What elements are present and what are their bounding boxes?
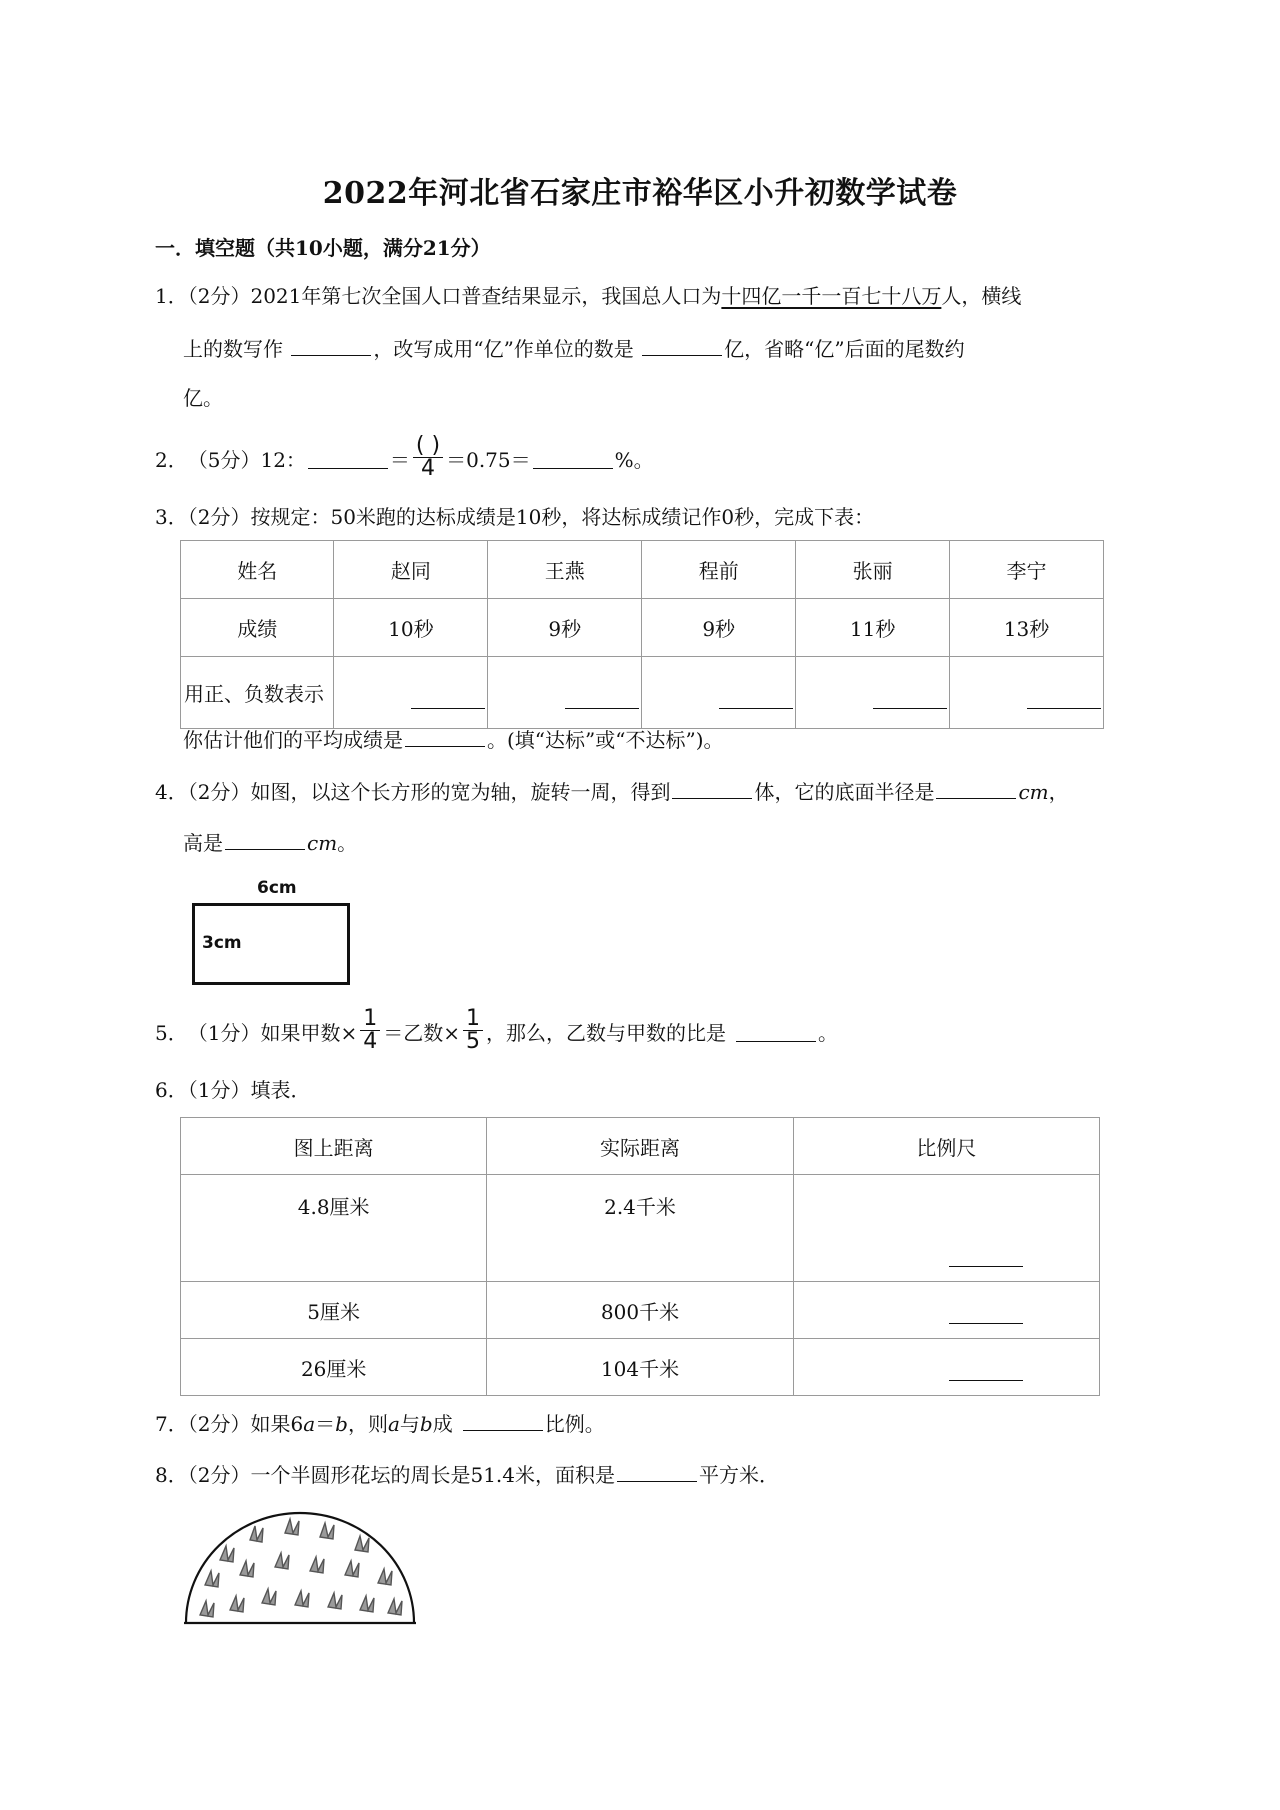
- q1-text: 2021年第七次全国人口普查结果显示，我国总人口为: [250, 284, 722, 308]
- q7-text-a: 如果6: [250, 1412, 304, 1436]
- q5-line: [155, 1006, 838, 1055]
- q5-text-c: ，那么，乙数与甲数的比是: [486, 1020, 726, 1045]
- q6-line: [155, 1080, 310, 1100]
- q5-fraction-2: [463, 1008, 483, 1053]
- q2-text-a: 12：: [260, 447, 306, 472]
- table-row: [181, 657, 1104, 729]
- q4-text-b: 体，它的底面半径是: [754, 780, 935, 804]
- q7-line: [155, 1412, 605, 1434]
- q4-line2-end: 。: [337, 831, 358, 855]
- q7-score: （2分）: [187, 1412, 251, 1436]
- page-title: 2022年河北省石家庄市裕华区小升初数学试卷: [322, 176, 958, 211]
- q7-text-e: 比例。: [544, 1412, 605, 1436]
- q8-score: （2分）: [187, 1463, 251, 1487]
- table-cell: [793, 1339, 1099, 1396]
- q4-text-a: 如图，以这个长方形的宽为轴，旋转一周，得到: [250, 780, 671, 804]
- q7-text-b: ，则: [347, 1412, 388, 1436]
- table-cell: 5厘米: [181, 1282, 487, 1339]
- table-cell: 26厘米: [181, 1339, 487, 1396]
- q4-comma: ，: [1048, 780, 1069, 804]
- fraction-numerator: 1: [363, 1006, 378, 1031]
- q1-line2-text-b: ，改写成用“亿”作单位的数是: [373, 337, 634, 361]
- table-cell: 张丽: [796, 541, 950, 599]
- q7-text-c: 与: [399, 1412, 420, 1436]
- table-cell: 程前: [642, 541, 796, 599]
- table-cell: 图上距离: [181, 1118, 487, 1175]
- q8-number: 8．: [155, 1463, 188, 1487]
- table-cell: 10秒: [334, 599, 488, 657]
- table-row: [181, 541, 1104, 599]
- q8-blank[interactable]: [617, 1463, 697, 1482]
- q4-height-label: 3cm: [202, 933, 242, 953]
- q2-equals: ＝: [389, 447, 410, 472]
- q7-number: 7．: [155, 1412, 188, 1436]
- q4-blank-2[interactable]: [936, 780, 1016, 799]
- table-cell: 13秒: [950, 599, 1104, 657]
- q2-blank-2[interactable]: [533, 450, 613, 469]
- table-cell: 王燕: [488, 541, 642, 599]
- table-cell: 11秒: [796, 599, 950, 657]
- fraction-numerator: 1: [466, 1006, 480, 1031]
- answer-blank[interactable]: [949, 1246, 1023, 1267]
- q4-score: （2分）: [187, 780, 251, 804]
- q2-text-b: ＝0.75＝: [446, 447, 531, 472]
- answer-blank[interactable]: [565, 688, 639, 709]
- q3-text: 按规定：50米跑的达标成绩是10秒，将达标成绩记作0秒，完成下表：: [250, 505, 875, 529]
- q4-number: 4．: [155, 780, 188, 804]
- q6-scale-table: [180, 1117, 1100, 1396]
- q1-underlined-number: 十四亿一千一百七十八万: [721, 284, 942, 308]
- table-cell: 9秒: [488, 599, 642, 657]
- q7-variable-a: a: [303, 1412, 316, 1436]
- q5-end: 。: [818, 1020, 838, 1045]
- table-cell: [793, 1282, 1099, 1339]
- q1-line2-text: 上的数写作: [183, 337, 283, 361]
- q8-text-a: 一个半圆形花坛的周长是51.4米，面积是: [250, 1463, 615, 1487]
- q3-score-table: [180, 540, 1104, 729]
- q4-line2: [183, 831, 357, 853]
- table-cell: 比例尺: [793, 1118, 1099, 1175]
- q3-line: [155, 507, 874, 527]
- q4-blank-1[interactable]: [672, 780, 752, 799]
- q6-text: 填表．: [250, 1078, 311, 1102]
- q4-width-label: 6cm: [257, 878, 297, 898]
- q5-fraction-1: [360, 1008, 380, 1053]
- table-row: [181, 599, 1104, 657]
- q2-fraction-numerator[interactable]: ( ): [415, 433, 441, 458]
- table-cell: 赵同: [334, 541, 488, 599]
- table-cell: 9秒: [642, 599, 796, 657]
- fraction-denominator: 4: [363, 1029, 378, 1054]
- table-cell: 姓名: [181, 541, 334, 599]
- table-cell: [642, 657, 796, 729]
- fraction-denominator: 5: [466, 1029, 480, 1054]
- q7-equals: ＝: [315, 1412, 336, 1436]
- q3-blank-average[interactable]: [405, 728, 485, 747]
- q1-line2-text-c: 亿，省略“亿”后面的尾数约: [724, 337, 965, 361]
- table-cell: 李宁: [950, 541, 1104, 599]
- q2-line: [155, 433, 654, 482]
- q7-variable-b: b: [335, 1412, 348, 1436]
- q7-variable-a2: a: [387, 1412, 400, 1436]
- table-cell: 2.4千米: [487, 1175, 793, 1282]
- q2-fraction-denominator: 4: [421, 456, 435, 481]
- table-cell: 实际距离: [487, 1118, 793, 1175]
- q7-variable-b2: b: [419, 1412, 433, 1436]
- q5-score: （1分）: [187, 1020, 261, 1045]
- table-row: [181, 1118, 1100, 1175]
- q3-score: （2分）: [187, 505, 251, 529]
- q1-number: 1．: [155, 284, 188, 308]
- q3-after-text-b: 。(填“达标”或“不达标”)。: [487, 728, 724, 752]
- q8-semicircle-flowerbed-figure: [180, 1505, 425, 1630]
- q1-line3-text: 亿。: [183, 386, 223, 410]
- table-row: [181, 1282, 1100, 1339]
- section-heading: 一．填空题（共10小题，满分21分）: [155, 236, 491, 260]
- q1-line1: [155, 286, 1021, 306]
- q7-text-d: 成: [432, 1412, 453, 1436]
- table-row: [181, 1339, 1100, 1396]
- q3-after-text: 你估计他们的平均成绩是: [183, 728, 403, 752]
- answer-blank[interactable]: [719, 688, 793, 709]
- q4-line2-text: 高是: [183, 831, 223, 855]
- q2-blank-1[interactable]: [308, 450, 388, 469]
- q1-text-end: 人，横线: [941, 284, 1022, 308]
- q5-text-b: ＝乙数×: [383, 1020, 460, 1045]
- table-cell: 用正、负数表示: [181, 657, 334, 729]
- answer-blank[interactable]: [873, 688, 947, 709]
- q1-blank-1[interactable]: [291, 337, 371, 356]
- q6-score: （1分）: [187, 1078, 251, 1102]
- q8-line: [155, 1463, 779, 1485]
- q2-fraction: [413, 435, 443, 480]
- q4-unit-1: cm: [1018, 780, 1049, 804]
- q3-number: 3．: [155, 505, 188, 529]
- table-cell: 104千米: [487, 1339, 793, 1396]
- q1-score: （2分）: [187, 284, 251, 308]
- answer-blank[interactable]: [949, 1360, 1023, 1381]
- q5-text-a: 如果甲数×: [260, 1020, 358, 1045]
- q4-blank-3[interactable]: [225, 831, 305, 850]
- q4-line1: [155, 780, 1069, 802]
- q3-after-line: [183, 728, 724, 750]
- q7-blank[interactable]: [463, 1412, 543, 1431]
- q1-blank-2[interactable]: [642, 337, 722, 356]
- table-cell: [334, 657, 488, 729]
- q6-number: 6．: [155, 1078, 188, 1102]
- table-cell: 成绩: [181, 599, 334, 657]
- q4-unit-2: cm: [307, 831, 338, 855]
- q2-number: 2．: [155, 447, 188, 472]
- table-cell: [950, 657, 1104, 729]
- answer-blank[interactable]: [1027, 688, 1101, 709]
- q5-blank[interactable]: [736, 1023, 816, 1042]
- answer-blank[interactable]: [411, 688, 485, 709]
- table-cell: [488, 657, 642, 729]
- table-cell: [796, 657, 950, 729]
- q1-line3: [183, 388, 223, 408]
- table-cell: 800千米: [487, 1282, 793, 1339]
- q8-text-b: 平方米．: [699, 1463, 779, 1487]
- q5-number: 5．: [155, 1020, 188, 1045]
- q1-line2: [183, 337, 965, 359]
- answer-blank[interactable]: [949, 1303, 1023, 1324]
- table-row: [181, 1175, 1100, 1282]
- table-cell: 4.8厘米: [181, 1175, 487, 1282]
- q2-text-c: %。: [614, 447, 654, 472]
- table-cell: [793, 1175, 1099, 1282]
- q2-score: （5分）: [187, 447, 261, 472]
